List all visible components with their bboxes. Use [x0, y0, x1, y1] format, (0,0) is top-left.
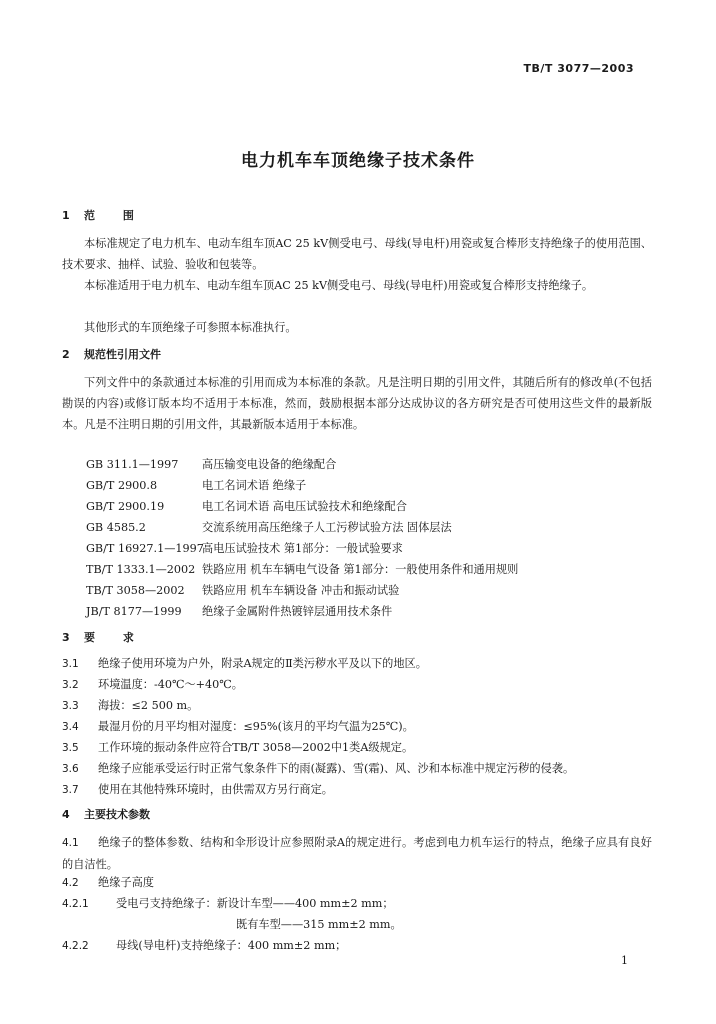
clause-4-2-2: 4.2.2 母线(导电杆)支持绝缘子：400 mm±2 mm；	[62, 939, 347, 952]
requirement-item: 3.7 使用在其他特殊环境时，由供需双方另行商定。	[62, 783, 333, 796]
standard-code: TB/T 3077—2003	[523, 62, 634, 75]
section-4-title: 主要技术参数	[84, 808, 150, 821]
clause-4-2-1-continuation: 既有车型——315 mm±2 mm。	[236, 918, 402, 931]
requirement-item: 3.6 绝缘子应能承受运行时正常气象条件下的雨(凝露)、雪(霜)、风、沙和本标准中规定污秽的侵袭。	[62, 762, 575, 775]
section-1-para-3: 其他形式的车顶绝缘子可参照本标准执行。	[84, 321, 297, 334]
section-3-number: 3	[62, 631, 70, 644]
reference-item: GB/T 2900.8 电工名词术语 绝缘子	[86, 479, 307, 492]
section-2-number: 2	[62, 348, 70, 361]
clause-4-2-1: 4.2.1 受电弓支持绝缘子：新设计车型——400 mm±2 mm；	[62, 897, 394, 910]
section-1-title: 范 围	[84, 209, 146, 222]
section-1-heading	[62, 207, 146, 223]
reference-item: GB/T 16927.1—1997高电压试验技术 第1部分：一般试验要求	[86, 542, 403, 555]
section-4-heading	[62, 806, 150, 822]
section-3-title: 要 求	[84, 631, 146, 644]
clause-4-1: 4.1 绝缘子的整体参数、结构和伞形设计应参照附录A的规定进行。考虑到电力机车运行的特点，绝缘子应具有良好的自洁性。	[62, 836, 652, 871]
requirement-item: 3.2 环境温度：-40℃～+40℃。	[62, 678, 243, 691]
requirement-item: 3.1 绝缘子使用环境为户外，附录A规定的Ⅱ类污秽水平及以下的地区。	[62, 657, 427, 670]
requirement-item: 3.3 海拔：≤2 500 m。	[62, 699, 199, 712]
page-number: 1	[621, 954, 628, 967]
section-1-para-1: 本标准规定了电力机车、电动车组车顶AC 25 kV侧受电弓、母线(导电杆)用瓷或复合棒形支持绝缘子的使用范围、技术要求、抽样、试验、验收和包装等。	[62, 237, 652, 271]
reference-item: GB/T 2900.19 电工名词术语 高电压试验技术和绝缘配合	[86, 500, 407, 513]
reference-item: GB 4585.2 交流系统用高压绝缘子人工污秽试验方法 固体层法	[86, 521, 452, 534]
section-2-intro: 下列文件中的条款通过本标准的引用而成为本标准的条款。凡是注明日期的引用文件，其随后所有的修改单(不包括勘误的内容)或修订版本均不适用于本标准，然而，鼓励根据本部分达成协议的各方研究是否可使用这些文件的最新版本。凡是不注明日期的引用文件，其最新版本适用于本标准。	[62, 376, 652, 431]
reference-item: TB/T 3058—2002 铁路应用 机车车辆设备 冲击和振动试验	[86, 584, 400, 597]
reference-item: TB/T 1333.1—2002 铁路应用 机车车辆电气设备 第1部分：一般使用条件和通用规则	[86, 563, 519, 576]
section-2-title: 规范性引用文件	[84, 348, 161, 361]
section-2-heading	[62, 346, 161, 362]
section-1-number: 1	[62, 209, 70, 222]
section-3-heading	[62, 629, 146, 645]
reference-item: GB 311.1—1997 高压输变电设备的绝缘配合	[86, 458, 337, 471]
clause-4-2: 4.2 绝缘子高度	[62, 876, 154, 889]
document-title: 电力机车车顶绝缘子技术条件	[241, 151, 475, 171]
requirement-item: 3.5 工作环境的振动条件应符合TB/T 3058—2002中1类A级规定。	[62, 741, 414, 754]
reference-item: JB/T 8177—1999 绝缘子金属附件热镀锌层通用技术条件	[86, 605, 393, 618]
section-1-para-2: 本标准适用于电力机车、电动车组车顶AC 25 kV侧受电弓、母线(导电杆)用瓷或复合棒形支持绝缘子。	[84, 279, 594, 292]
requirement-item: 3.4 最湿月份的月平均相对湿度：≤95%(该月的平均气温为25℃)。	[62, 720, 414, 733]
section-4-number: 4	[62, 808, 70, 821]
